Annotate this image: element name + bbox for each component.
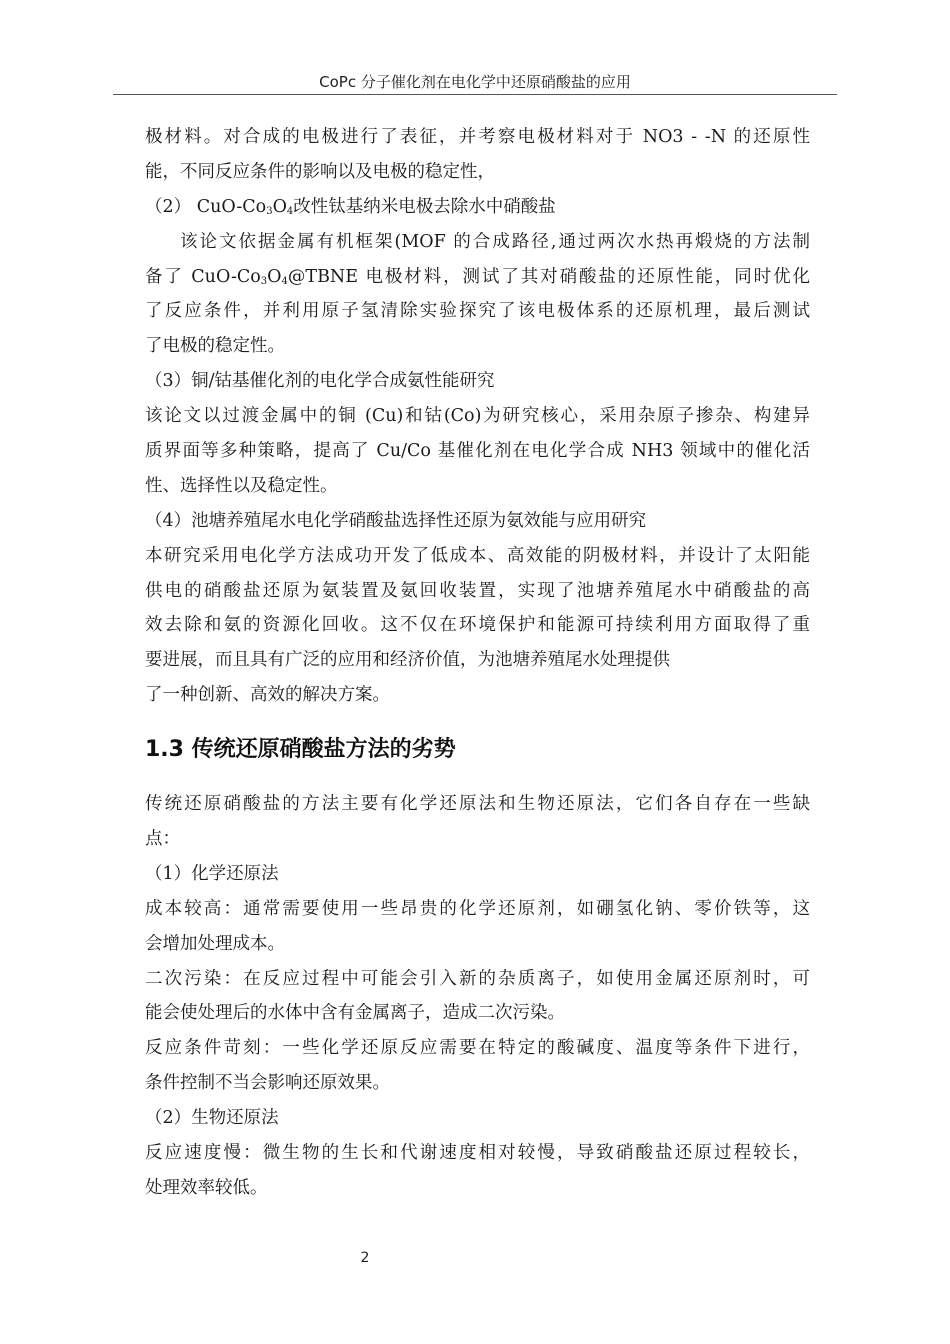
- body-line: 效去除和氨的资源化回收。这不仅在环境保护和能源可持续利用方面取得了重: [145, 615, 810, 636]
- body-line: 本研究采用电化学方法成功开发了低成本、高效能的阴极材料，并设计了太阳能: [145, 545, 810, 566]
- body-line: 二次污染：在反应过程中可能会引入新的杂质离子，如使用金属还原剂时，可: [145, 968, 810, 989]
- body-line: 了一种创新、高效的解决方案。: [145, 685, 390, 706]
- body-line: 了电极的稳定性。: [145, 336, 285, 357]
- subscript: 4: [286, 205, 294, 217]
- item-2-title: [145, 190, 810, 225]
- body-line: 点：: [145, 829, 180, 850]
- item-3-title: （3）铜/钴基催化剂的电化学合成氨性能研究: [145, 371, 495, 392]
- body-text: O: [267, 266, 282, 287]
- body-text: @TBNE 电极材料，测试了其对硝酸盐的还原性能，同时优化: [287, 266, 810, 287]
- header-divider: [113, 94, 837, 95]
- body-line: 该论文以过渡金属中的铜 (Cu)和钴(Co)为研究核心，采用杂原子掺杂、构建异: [145, 406, 810, 427]
- subscript: 3: [260, 275, 268, 287]
- body-line: 成本较高：通常需要使用一些昂贵的化学还原剂，如硼氢化钠、零价铁等，这: [145, 898, 810, 919]
- page-number: 2: [360, 1250, 370, 1266]
- chem-method-title: （1）化学还原法: [145, 863, 279, 884]
- item-4-title: （4）池塘养殖尾水电化学硝酸盐选择性还原为氨效能与应用研究: [145, 510, 647, 531]
- body-line: 供电的硝酸盐还原为氨装置及氨回收装置，实现了池塘养殖尾水中硝酸盐的高: [145, 580, 810, 601]
- item-2-title-text: 改性钛基纳米电极去除水中硝酸盐: [293, 196, 556, 217]
- body-line: 要进展，而且具有广泛的应用和经济价值，为池塘养殖尾水处理提供: [145, 650, 670, 671]
- body-line: 极材料。对合成的电极进行了表征，并考察电极材料对于 NO3 - -N 的还原性: [145, 127, 810, 147]
- body-line: 反应速度慢：微生物的生长和代谢速度相对较慢，导致硝酸盐还原过程较长，: [145, 1143, 810, 1164]
- body-line: 会增加处理成本。: [145, 933, 285, 954]
- subscript: 3: [266, 205, 273, 217]
- body-line: 传统还原硝酸盐的方法主要有化学还原法和生物还原法，它们各自存在一些缺: [145, 794, 810, 815]
- body-line: 能，不同反应条件的影响以及电极的稳定性，: [145, 161, 495, 182]
- subscript: 4: [281, 275, 288, 287]
- body-line: 条件控制不当会影响还原效果。: [145, 1073, 390, 1094]
- running-header: CoPc 分子催化剂在电化学中还原硝酸盐的应用: [319, 73, 631, 91]
- item-2-title-text: O: [272, 196, 287, 217]
- section-heading: 1.3 传统还原硝酸盐方法的劣势: [145, 737, 456, 763]
- body-text: 备了 CuO-Co: [145, 266, 261, 287]
- body-line: 能会使处理后的水体中含有金属离子，造成二次污染。: [145, 1003, 565, 1024]
- item-2-title-text: （2） CuO-Co: [145, 196, 267, 217]
- body-line: [145, 260, 810, 295]
- body-line: 了反应条件，并利用原子氢清除实验探究了该电极体系的还原机理，最后测试: [145, 301, 810, 322]
- body-line: 反应条件苛刻：一些化学还原反应需要在特定的酸碱度、温度等条件下进行，: [145, 1038, 810, 1059]
- body-line: 质界面等多种策略，提高了 Cu/Co 基催化剂在电化学合成 NH3 领域中的催化活: [145, 441, 810, 462]
- body-line: 处理效率较低。: [145, 1177, 268, 1198]
- body-line: 性、选择性以及稳定性。: [145, 475, 338, 496]
- body-line: 该论文依据金属有机框架(MOF 的合成路径,通过两次水热再煅烧的方法制: [180, 231, 810, 252]
- page-body: [145, 120, 810, 1206]
- bio-method-title: （2）生物还原法: [145, 1108, 279, 1129]
